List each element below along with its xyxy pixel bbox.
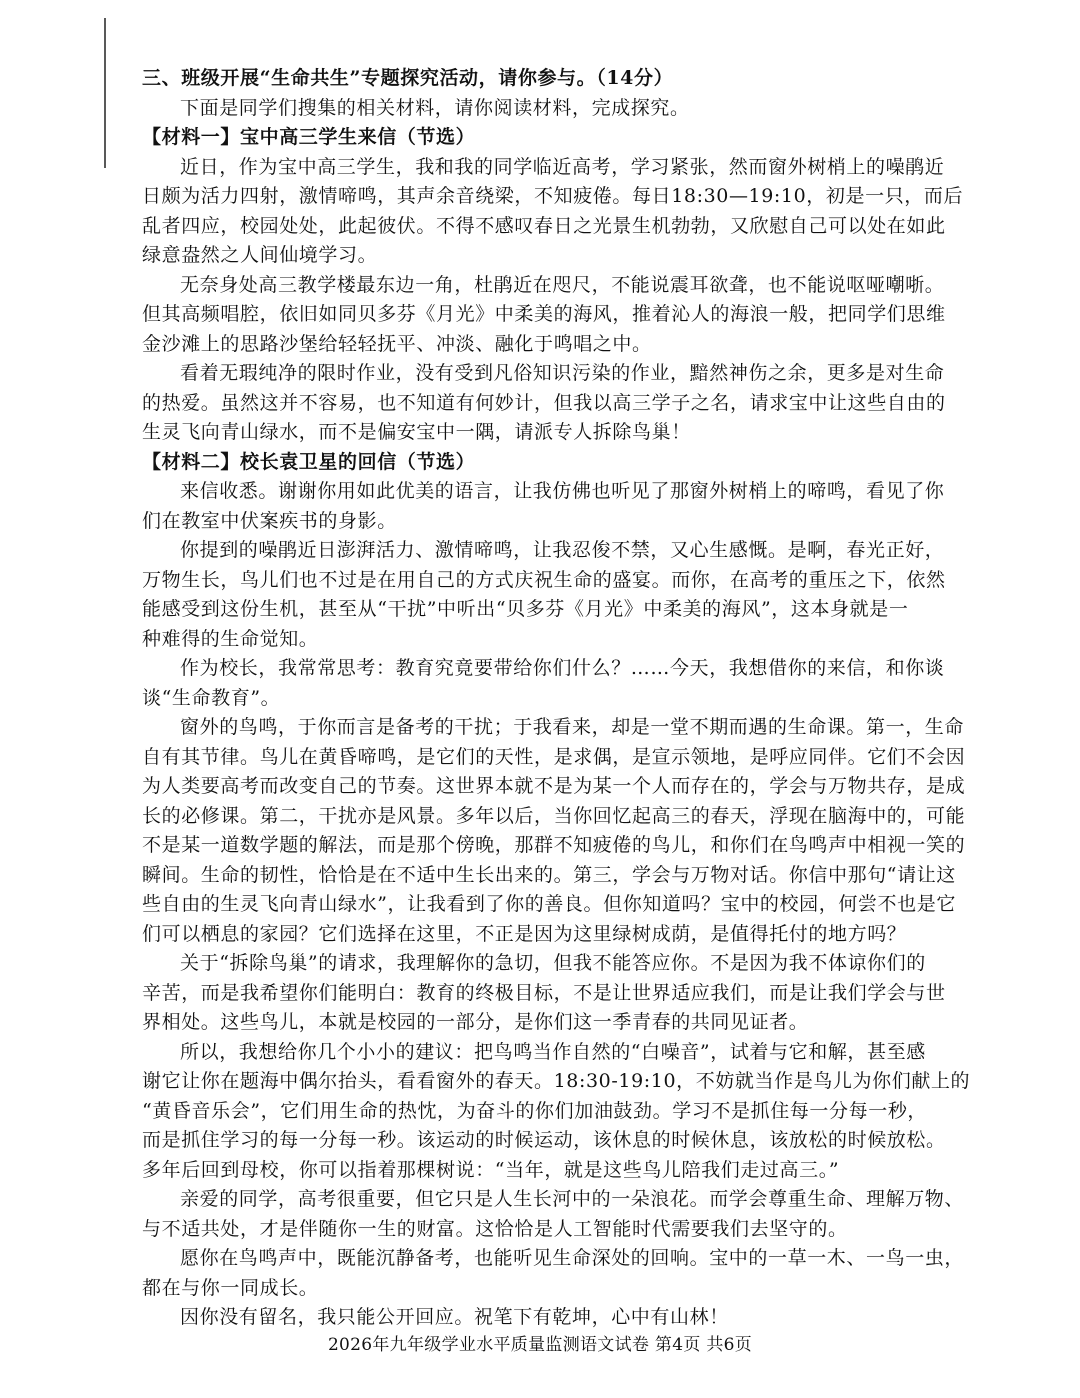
material2-line: 些自由的生灵飞向青山绿水”，让我看到了你的善良。但你知道吗？宝中的校园，何尝不也是它 bbox=[142, 893, 956, 915]
material2-line: 们在教室中伏案疾书的身影。 bbox=[142, 509, 397, 532]
material1-line: 近日，作为宝中高三学生，我和我的同学临近高考，学习紧张，然而窗外树梢上的噪鹃近 bbox=[180, 155, 945, 178]
material1-line: 金沙滩上的思路沙堡给轻轻抚平、冲淡、融化于鸣唱之中。 bbox=[142, 332, 652, 355]
material1-line: 的热爱。虽然这并不容易，也不知道有何妙计，但我以高三学子之名，请求宝中让这些自由的 bbox=[142, 391, 946, 414]
material2-line: 窗外的鸟鸣，于你而言是备考的干扰；于我看来，却是一堂不期而遇的生命课。第一，生命 bbox=[180, 716, 965, 738]
material2-line: 而是抓住学习的每一分每一秒。该运动的时候运动，该休息的时候休息，该放松的时候放松。 bbox=[142, 1129, 946, 1151]
material2-line: “黄昏音乐会”，它们用生命的热忱，为奋斗的你们加油鼓劲。学习不是抓住每一分每一秒， bbox=[142, 1099, 928, 1122]
material1-title: 【材料一】宝中高三学生来信（节选） bbox=[142, 126, 476, 148]
material2-line: 所以，我想给你几个小小的建议：把鸟鸣当作自然的“白噪音”，试着与它和解，甚至感 bbox=[180, 1040, 926, 1063]
material2-line: 谈“生命教育”。 bbox=[142, 686, 281, 709]
scan-edge-line bbox=[104, 18, 106, 168]
material2-line: 为人类要高考而改变自己的节奏。这世界本就不是为某一个人而存在的，学会与万物共存，是成 bbox=[142, 775, 966, 797]
material2-line: 种难得的生命觉知。 bbox=[142, 627, 319, 650]
material2-line: 自有其节律。鸟儿在黄昏啼鸣，是它们的天性，是求偶，是宣示领地，是呼应同伴。它们不会因 bbox=[142, 745, 966, 768]
material1-line: 无奈身处高三教学楼最东边一角，杜鹃近在咫尺，不能说震耳欲聋，也不能说呕哑嘲哳。 bbox=[180, 273, 945, 296]
material2-line: 不是某一道数学题的解法，而是那个傍晚，那群不知疲倦的鸟儿，和你们在鸟鸣声中相视一笑的 bbox=[142, 834, 966, 856]
material1-line: 乱者四应，校园处处，此起彼伏。不得不感叹春日之光景生机勃勃，又欣慰自己可以处在如此 bbox=[142, 214, 946, 237]
material2-line: 关于“拆除鸟巢”的请求，我理解你的急切，但我不能答应你。不是因为我不体谅你们的 bbox=[180, 952, 926, 974]
material2-line: 与不适共处，才是伴随你一生的财富。这恰恰是人工智能时代需要我们去坚守的。 bbox=[142, 1217, 848, 1240]
material2-line: 作为校长，我常常思考：教育究竟要带给你们什么？……今天，我想借你的来信，和你谈 bbox=[180, 657, 945, 679]
section-heading: 三、班级开展“生命共生”专题探究活动，请你参与。（14分） bbox=[142, 67, 674, 89]
material2-line: 因你没有留名，我只能公开回应。祝笔下有乾坤，心中有山林！ bbox=[180, 1306, 729, 1328]
section-intro: 下面是同学们搜集的相关材料，请你阅读材料，完成探究。 bbox=[180, 96, 690, 119]
material1-line: 但其高频唱腔，依旧如同贝多芬《月光》中柔美的海风，推着沁人的海浪一般，把同学们思维 bbox=[142, 303, 946, 325]
material2-line: 来信收悉。谢谢你用如此优美的语言，让我仿佛也听见了那窗外树梢上的啼鸣，看见了你 bbox=[180, 480, 945, 502]
material2-line: 亲爱的同学，高考很重要，但它只是人生长河中的一朵浪花。而学会尊重生命、理解万物、 bbox=[180, 1188, 965, 1210]
material2-line: 万物生长，鸟儿们也不过是在用自己的方式庆祝生命的盛宴。而你，在高考的重压之下，依然 bbox=[142, 568, 946, 591]
material2-line: 你提到的噪鹃近日澎湃活力、激情啼鸣，让我忍俊不禁，又心生感慨。是啊，春光正好， bbox=[180, 539, 945, 561]
material2-line: 辛苦，而是我希望你们能明白：教育的终极目标，不是让世界适应我们，而是让我们学会与世 bbox=[142, 981, 946, 1004]
material2-line: 们可以栖息的家园？它们选择在这里，不正是因为这里绿树成荫，是值得托付的地方吗？ bbox=[142, 922, 907, 945]
page-footer: 2026年九年级学业水平质量监测语文试卷 第4页 共6页 bbox=[327, 1335, 753, 1355]
material2-line: 都在与你一同成长。 bbox=[142, 1276, 319, 1299]
material2-line: 愿你在鸟鸣声中，既能沉静备考，也能听见生命深处的回响。宝中的一草一木、一鸟一虫， bbox=[180, 1247, 965, 1269]
exam-page-body bbox=[142, 64, 1002, 1333]
material2-line: 多年后回到母校，你可以指着那棵树说：“当年，就是这些鸟儿陪我们走过高三。” bbox=[142, 1158, 840, 1181]
material1-line: 绿意盎然之人间仙境学习。 bbox=[142, 244, 378, 266]
material1-line: 看着无瑕纯净的限时作业，没有受到凡俗知识污染的作业，黯然神伤之余，更多是对生命 bbox=[180, 362, 945, 384]
material1-line: 日颇为活力四射，激情啼鸣，其声余音绕梁，不知疲倦。每日18:30—19:10，初是一只，而后 bbox=[142, 185, 964, 207]
material2-line: 界相处。这些鸟儿，本就是校园的一部分，是你们这一季青春的共同见证者。 bbox=[142, 1011, 809, 1033]
material1-line: 生灵飞向青山绿水，而不是偏安宝中一隅，请派专人拆除鸟巢！ bbox=[142, 421, 691, 443]
material2-line: 能感受到这份生机，甚至从“干扰”中听出“贝多芬《月光》中柔美的海风”，这本身就是一 bbox=[142, 598, 909, 620]
material2-line: 长的必修课。第二，干扰亦是风景。多年以后，当你回忆起高三的春天，浮现在脑海中的，可能 bbox=[142, 804, 966, 827]
material2-title: 【材料二】校长袁卫星的回信（节选） bbox=[142, 450, 476, 473]
material2-line: 瞬间。生命的韧性，恰恰是在不适中生长出来的。第三，学会与万物对话。你信中那句“请让这 bbox=[142, 863, 956, 886]
material2-line: 谢它让你在题海中偶尔抬头，看看窗外的春天。18:30-19:10，不妨就当作是鸟儿为你们献上的 bbox=[142, 1070, 971, 1092]
